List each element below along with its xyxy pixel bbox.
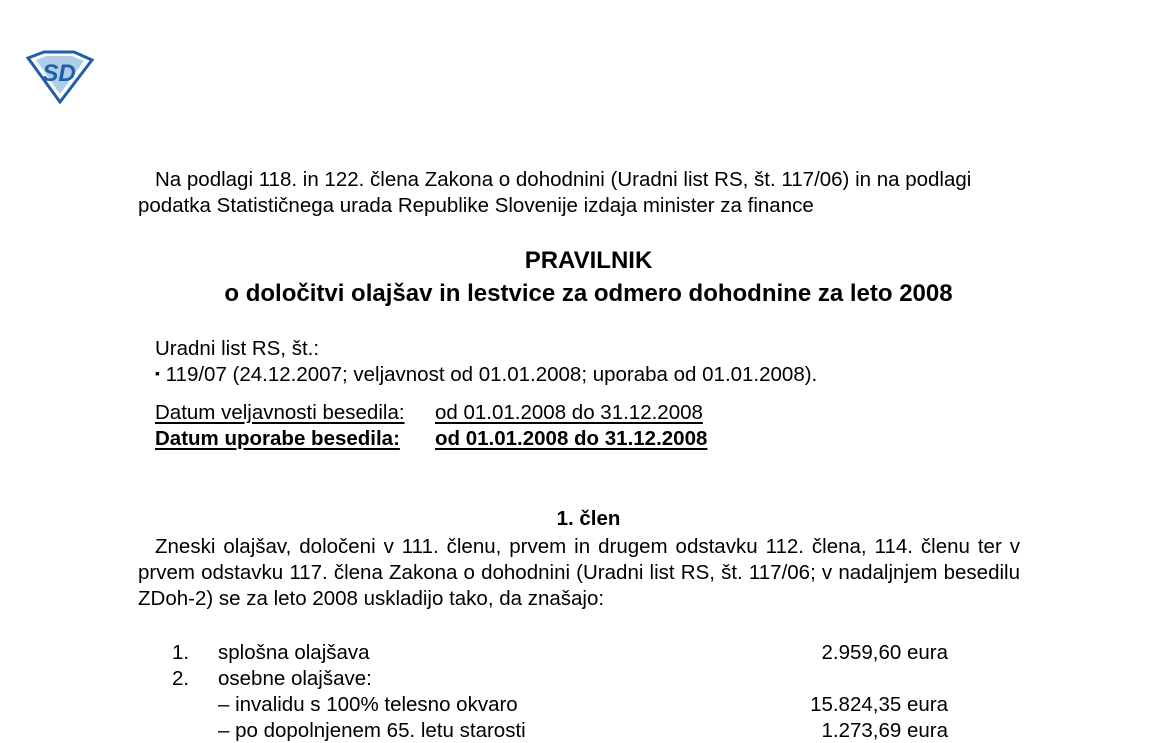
use-label: Datum uporabe besedila: [155,427,400,450]
document-title: PRAVILNIK [524,247,653,274]
bullet-icon: ▪ [155,365,160,381]
list-item-label: – invalidu s 100% telesno okvaro [218,693,518,716]
preamble-text: Na podlagi 118. in 122. člena Zakona o dohodnini (Uradni list RS, št. 117/06) in na podlagi podatka Statističnega urada Republike Slovenije izdaja minister za finance [138,168,972,217]
logo-text: SD [42,60,76,87]
use-value: od 01.01.2008 do 31.12.2008 [435,427,708,450]
article-text: Zneski olajšav, določeni v 111. členu, prvem in drugem odstavku 112. člena, 114. členu ter v prvem odstavku 117. člena Zakona o dohodnini (Uradni list RS, št. 117/06; v nadaljnjem besedilu ZDoh-2) se za leto 2008 uskladijo tako, da znašajo: [138,535,1020,610]
article-heading: 1. člen [556,507,621,530]
list-item-amount: 2.959,60 eura [821,641,948,664]
logo-shield-icon [22,50,96,104]
validity-value: od 01.01.2008 do 31.12.2008 [435,401,703,424]
gazette-label: Uradni list RS, št.: [155,337,320,360]
validity-label: Datum veljavnosti besedila: [155,401,405,424]
list-item-label: osebne olajšave: [218,667,372,690]
document-subtitle: o določitvi olajšav in lestvice za odmero dohodnine za leto 2008 [224,280,953,307]
gazette-entry [155,363,817,387]
list-item-amount: 15.824,35 eura [810,693,948,716]
article-paragraph [138,534,1020,612]
preamble-paragraph [138,167,1020,219]
list-item-amount: 1.273,69 eura [821,719,948,742]
list-item-number: 2. [172,667,190,690]
list-item-number: 1. [172,641,190,664]
list-item-label: splošna olajšava [218,641,370,664]
list-item-label: – po dopolnjenem 65. letu starosti [218,719,526,742]
gazette-entry-text: 119/07 (24.12.2007; veljavnost od 01.01.2008; uporaba od 01.01.2008). [165,363,818,386]
